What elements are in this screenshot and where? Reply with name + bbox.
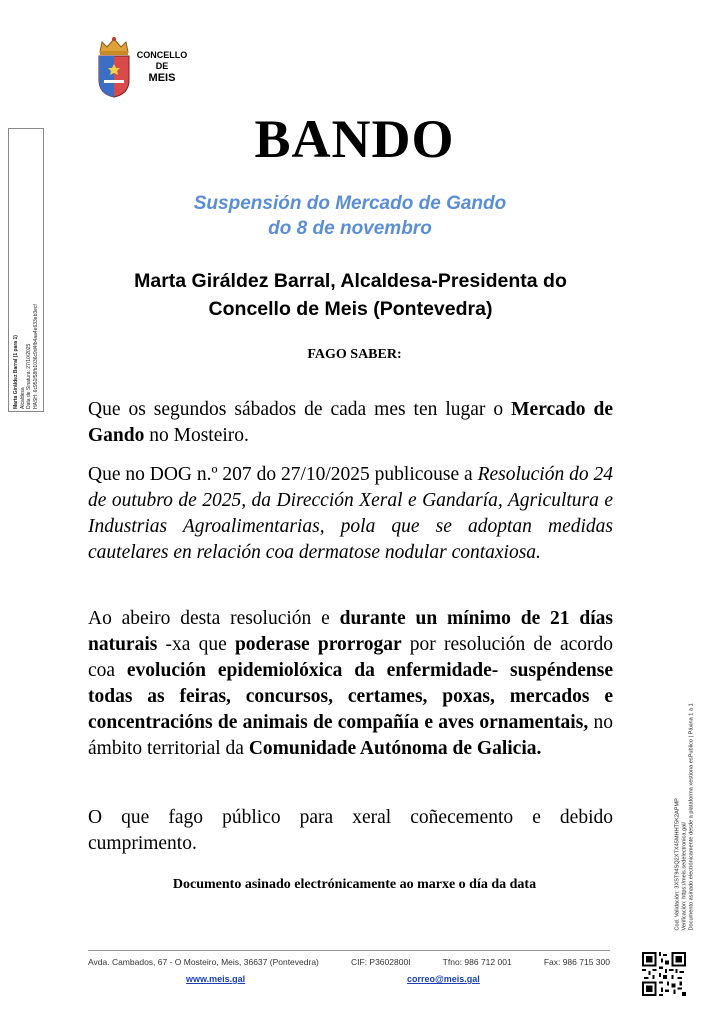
p1-text-c: no Mosteiro.	[144, 425, 249, 446]
p3-bold-f: evolución epidemiolóxica da enfermidade- suspéndense todas as feiras, concursos, certames, poxas, mercados e concentracións de animais de compañía e aves ornamentais,	[88, 660, 614, 733]
subtitle	[100, 191, 600, 241]
author-line-2: Concello de Meis (Pontevedra)	[208, 298, 493, 320]
p3-bold-b: durante un mínimo de 21 días naturais	[88, 608, 613, 655]
author	[88, 267, 613, 323]
email-link[interactable]: correo@meis.gal	[407, 974, 480, 984]
author-line-1: Marta Giráldez Barral, Alcaldesa-Presidenta do	[134, 270, 567, 292]
p2-text-a: Que no DOG n.º 207 do 27/10/2025 publicouse a	[88, 464, 478, 485]
p3-bold-d: poderase prorrogar	[234, 634, 402, 655]
page-title: BANDO	[254, 109, 455, 169]
footer-fax: Fax: 986 715 300	[543, 957, 610, 967]
validation-text	[675, 667, 696, 931]
subtitle-line-2: do 8 de novembro	[268, 218, 432, 239]
logo-line-2: DE	[155, 61, 169, 71]
p3-bold-h: Comunidade Autónoma de Galicia.	[248, 738, 542, 759]
p3-text-e: por resolución de acordo coa	[88, 634, 613, 681]
validation-url: Verificación: https://meis.sedelectronica.gal/	[681, 821, 688, 931]
footer-divider	[88, 950, 610, 951]
website-link[interactable]: www.meis.gal	[186, 974, 246, 984]
fago-saber-heading: FAGO SABER:	[307, 347, 402, 362]
signature-hash: HASH: 6c951f58fb1036c9d4fb4aa4e633eb3ecf	[32, 304, 39, 409]
logo-line-3: MEIS	[148, 72, 176, 84]
footer-contact	[88, 957, 610, 967]
signer-name: Marta Giráldez Barral (1 para 1)	[13, 335, 19, 409]
validation-code: Cod. Validación: 3XST94SQ2XTX45MHHT5K2APMP	[674, 798, 681, 931]
footer-phone: Tfno: 986 712 001	[442, 957, 512, 967]
signature-date: Data de Sinatura: 27/10/2025	[26, 343, 32, 409]
validation-platform: Documento asinado electrónicamente desde a plataforma xestiona esPublico | Páxina 1 a 1	[688, 703, 695, 931]
coat-of-arms-icon	[96, 36, 132, 98]
p1-text-a: Que os segundos sábados de cada mes ten lugar o	[88, 399, 512, 420]
signer-role: Alcaldesa	[19, 387, 26, 409]
qr-code-icon[interactable]	[642, 952, 686, 996]
footer-address: Avda. Cambados, 67 - O Mosteiro, Meis, 36637 (Pontevedra)	[88, 957, 319, 967]
paragraph-3	[88, 606, 613, 762]
footer-cif: CIF: P3602800I	[351, 957, 411, 967]
paragraph-1	[88, 397, 613, 449]
p3-text-c: -xa que	[157, 634, 235, 655]
subtitle-line-1: Suspensión do Mercado de Gando	[193, 193, 507, 214]
p3-text-g: no ámbito territorial da	[88, 712, 614, 759]
paragraph-2	[88, 462, 613, 566]
p2-italic: Resolución do 24 de outubro de 2025, da Dirección Xeral e Gandaría, Agricultura e Industrias Agroalimentarias, pola que se adoptan medidas cautelares en relación coa dermatose nodular contaxiosa.	[88, 464, 613, 563]
signed-note: Documento asinado electrónicamente ao marxe o día da data	[172, 877, 537, 892]
logo-text	[134, 50, 190, 85]
paragraph-4: O que fago público para xeral coñecemento e debido cumprimento.	[88, 807, 613, 854]
logo-line-1: CONCELLO	[136, 50, 188, 60]
p3-text-a: Ao abeiro desta resolución e	[88, 608, 340, 629]
p1-bold: Mercado de Gando	[88, 399, 613, 446]
